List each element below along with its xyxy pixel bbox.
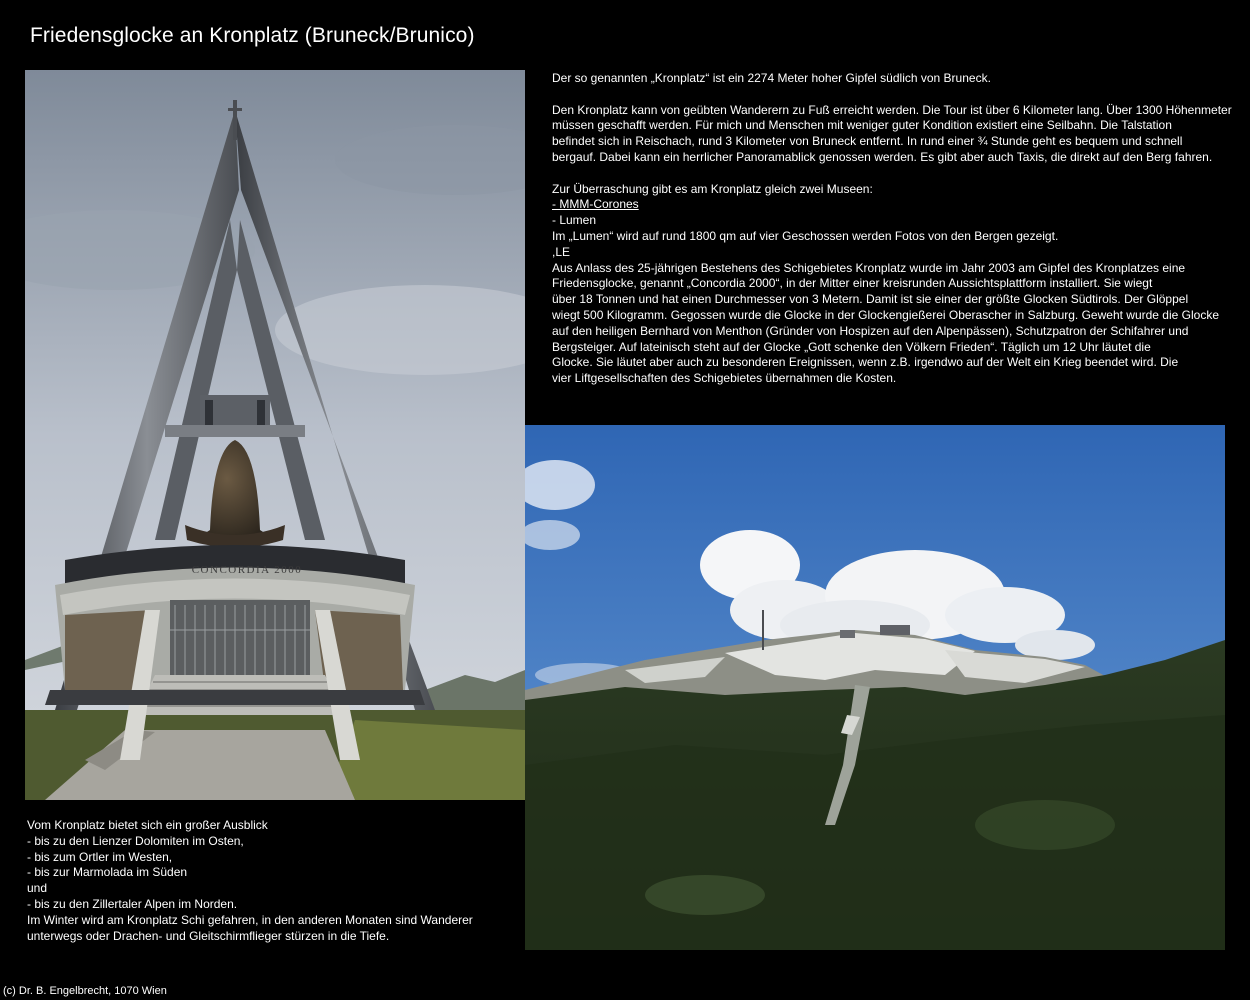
view-line-4: - bis zur Marmolada im Süden	[27, 865, 188, 880]
bell-line-1: Aus Anlass des 25-jährigen Bestehens des Schigebietes Kronplatz wurde im Jahr 2003 am Gipfel des Kronplatzes eine	[552, 260, 1186, 275]
copyright-footer: (c) Dr. B. Engelbrecht, 1070 Wien	[3, 985, 167, 997]
view-line-7: Im Winter wird am Kronplatz Schi gefahren, in den anderen Monaten sind Wanderer	[27, 912, 473, 927]
view-line-2: - bis zu den Lienzer Dolomiten im Osten,	[27, 833, 244, 848]
view-line-3: - bis zum Ortler im Westen,	[27, 849, 173, 864]
ascent-line-3: befindet sich in Reischach, rund 3 Kilometer von Bruneck entfernt. In rund einer ¾ Stunde geht es bequem und schnell	[552, 134, 1183, 149]
bell-inscription: CONCORDIA 2000	[191, 564, 303, 576]
bell-monument-photo	[25, 70, 525, 800]
view-line-6: - bis zu den Zillertaler Alpen im Norden.	[27, 896, 238, 911]
bell-line-5: auf den heiligen Bernhard von Menthon (Gründer von Hospizen auf den Alpenpässen), Schutzpatron der Schifahrer und	[552, 323, 1189, 338]
bell-line-2: Friedensglocke, genannt „Concordia 2000“, in der Mitter einer kreisrunden Aussichtsplattform installiert. Sie wiegt	[552, 276, 1153, 291]
kronplatz-mountain-illustration	[525, 425, 1225, 950]
ascent-line-4: bergauf. Dabei kann ein herrlicher Panoramablick genossen werden. Es gibt aber auch Taxis, die direkt auf den Berg fahren.	[552, 149, 1213, 164]
bell-line-7: Glocke. Sie läutet aber auch zu besonderen Ereignissen, wenn z.B. irgendwo auf der Welt ein Krieg beendet wird. Die	[552, 355, 1179, 370]
bell-line-8: vier Liftgesellschaften des Schigebietes übernahmen die Kosten.	[552, 371, 897, 386]
kronplatz-mountain-photo	[525, 425, 1225, 950]
museums-heading: Zur Überraschung gibt es am Kronplatz gleich zwei Museen:	[552, 181, 873, 196]
view-line-1: Vom Kronplatz bietet sich ein großer Ausblick	[27, 818, 268, 832]
view-line-8: unterwegs oder Drachen- und Gleitschirmflieger stürzen in die Tiefe.	[27, 928, 390, 943]
stray-text: ,LE	[552, 244, 571, 259]
bell-monument-illustration	[25, 70, 525, 800]
intro-paragraph: Der so genannten „Kronplatz“ ist ein 2274 Meter hoher Gipfel südlich von Bruneck.	[552, 71, 991, 85]
bell-line-3: über 18 Tonnen und hat einen Durchmesser von 3 Metern. Damit ist sie einer der größte Glocken Südtirols. Der Glöppel	[552, 292, 1189, 307]
bell-line-6: Bergsteiger. Auf lateinisch steht auf der Glocke „Gott schenke den Völkern Frieden“. Täglich um 12 Uhr läutet die	[552, 339, 1151, 354]
bell-line-4: wiegt 500 Kilogramm. Gegossen wurde die Glocke in der Glockengießerei Oberascher in Salzburg. Geweht wurde die Glocke	[552, 307, 1219, 322]
museum-lumen: - Lumen	[552, 213, 597, 228]
ascent-line-2: müssen geschafft werden. Für mich und Menschen mit weniger guter Kondition existiert eine Seilbahn. Die Talstation	[552, 118, 1172, 133]
lumen-description: Im „Lumen“ wird auf rund 1800 qm auf vier Geschossen werden Fotos von den Bergen gezeigt.	[552, 228, 1059, 243]
ascent-line-1: Den Kronplatz kann von geübten Wanderern zu Fuß erreicht werden. Die Tour ist über 6 Kilometer lang. Über 1300 Höhenmeter	[552, 102, 1232, 117]
view-description	[27, 818, 522, 944]
view-line-5: und	[27, 881, 48, 896]
museum-link-mmm-corones[interactable]: - MMM-Corones	[552, 197, 639, 212]
main-description	[552, 71, 1242, 387]
page-title: Friedensglocke an Kronplatz (Bruneck/Brunico)	[30, 24, 475, 47]
